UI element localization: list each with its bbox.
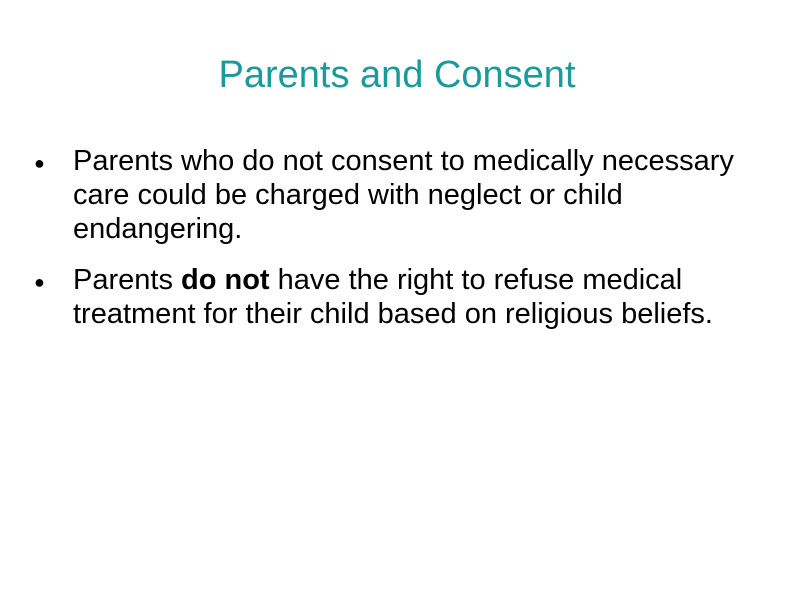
bullet-text	[73, 263, 763, 331]
bullet-dot-icon: ●	[34, 153, 45, 173]
bullet-dot-icon: ●	[34, 272, 45, 292]
slide-title: Parents and Consent	[218, 54, 576, 96]
bullet-text-lead: Parents	[73, 264, 181, 296]
bullet-text: Parents who do not consent to medically necessary care could be charged with neglect or child endangering.	[73, 145, 734, 245]
bullet-text-rest: have the right to refuse medical treatment for their child based on religious beliefs.	[73, 264, 713, 330]
bullet-emphasis: do not	[181, 264, 270, 296]
